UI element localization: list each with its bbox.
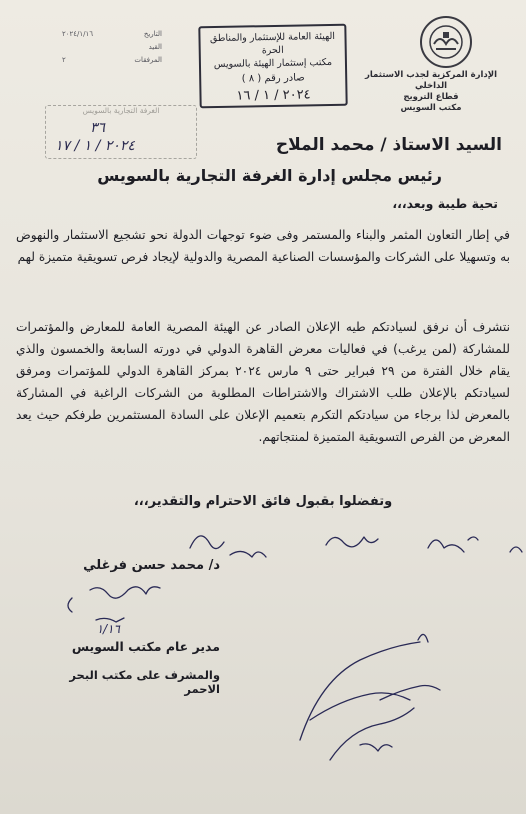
stamp-number — [201, 71, 345, 87]
stamp-number-label: صادر رقم ( — [257, 72, 305, 85]
meta-attachments-label: المرفقات — [134, 56, 162, 64]
meta-ref-row — [62, 41, 162, 54]
stamp-line1: الهيئة العامة للإستثمار والمناطق الحرة — [209, 30, 336, 57]
org-line: مكتب السويس — [400, 103, 462, 113]
meta-date-value: ٢٠٢٤/١/١٦ — [62, 30, 94, 38]
svg-text:١/١٦: ١/١٦ — [96, 622, 120, 636]
stamp-date: ٢٠٢٤ / ١ / ١٦ — [236, 87, 311, 104]
org-line: الإدارة المركزية لجذب الاستثمار الداخلي — [364, 70, 498, 91]
letter-meta — [62, 28, 162, 67]
greeting: تحية طيبة وبعد،،، — [392, 196, 498, 211]
initials-row — [190, 536, 522, 557]
org-line: قطاع الترويج — [403, 92, 459, 102]
meta-ref-label: القيد — [148, 43, 162, 51]
meta-attachments-row — [62, 54, 162, 67]
outgoing-stamp — [198, 24, 347, 109]
body-paragraph-2: نتشرف أن نرفق لسيادتكم طيه الإعلان الصادر عن الهيئة المصرية العامة للمعارض والمؤتمرات للمشاركة (لمن يرغب) في فعاليات معرض القاهرة الدولي في دورته السابعة والخمسون والذي يقام خلال الفترة من ٢٩ فبراير حتى ٩ مارس ٢٠٢٤ بمركز القاهرة الدولي للمؤتمرات ومرفق لسيادتكم بالإعلان طلب الاشتراك والاشتراطات المطلوبة من الشركات الراغبة في المشاركة بالمعرض لذا برجاء من سيادتكم التكرم بتعميم الإعلان على السادة المستثمرين طرفكم حيث يعد المعرض من الفرص التسويقية المتميزة لمنتجاتهم. — [16, 320, 510, 444]
addressee-position: رئيس مجلس إدارة الغرفة التجارية بالسويس — [97, 166, 442, 185]
body-paragraph-1: في إطار التعاون المثمر والبناء والمستمر وفى ضوء توجهات الدولة نحو تشجيع الاستثمار والنهوض به وتسهيلا على الشركات والمؤسسات الصناعية المصرية والدولية لإيجاد فرص تسويقية متميزة لهم — [16, 228, 510, 264]
gafi-logo-icon — [420, 16, 472, 68]
signatory-name: د/ محمد حسن فرغلي — [83, 558, 220, 573]
signatory-secondary-title: والمشرف على مكتب البحر الاحمر — [69, 668, 220, 696]
stamp-number-close: ) — [241, 73, 246, 85]
stamp-number-value: ٨ — [248, 73, 255, 85]
stamp-line2: مكتب إستثمار الهيئة بالسويس — [213, 56, 333, 71]
received-stamp-text: الغرفة التجارية بالسويس — [82, 106, 160, 115]
signature-block — [50, 558, 220, 696]
meta-date-row — [62, 28, 162, 41]
addressee-salutation: السيد الاستاذ / محمد الملاح — [275, 135, 502, 155]
annotation-signature — [300, 634, 440, 760]
closing-line: وتفضلوا بقبول فائق الاحترام والتقدير،،، — [133, 494, 393, 509]
meta-date-label: التاريخ — [143, 30, 162, 38]
signatory-title: مدير عام مكتب السويس — [71, 639, 220, 654]
received-date: ٢٠٢٤ / ١ / ١٧ — [55, 138, 135, 154]
meta-attachments-value: ٢ — [62, 56, 66, 64]
organization-header — [356, 70, 506, 114]
received-number: ٣٦ — [90, 120, 106, 136]
